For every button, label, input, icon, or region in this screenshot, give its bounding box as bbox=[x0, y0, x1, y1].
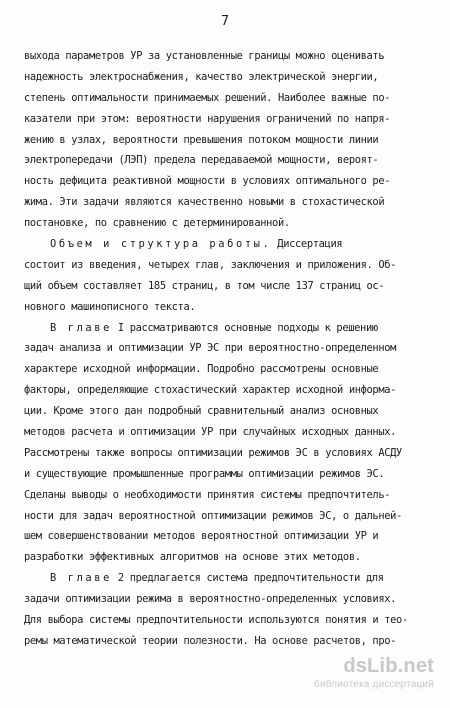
text-run: I рассматриваются основные подходы к решению bbox=[112, 321, 378, 334]
text-run: 2 предлагается система предпочтительности для bbox=[112, 572, 384, 585]
text-line: ности для задач вероятностной оптимизации режимов ЭС, о дальней- bbox=[24, 509, 402, 522]
paragraph-first-line bbox=[24, 234, 436, 255]
text-line: состоит из введения, четырех глав, заключения и приложения. Об- bbox=[24, 258, 397, 271]
text-line: ремы математической теории полезности. На основе расчетов, про- bbox=[24, 634, 397, 647]
chapter-heading: В главе bbox=[50, 572, 112, 585]
text-line: электропередачи (ЛЭП) предела передаваемой мощности, вероят- bbox=[24, 154, 379, 167]
text-line: шем совершенствовании методов вероятностной оптимизации УР и bbox=[24, 530, 379, 543]
text-line: характере исходной информации. Подробно рассмотрены основные bbox=[24, 363, 379, 376]
text-line: Сделаны выводы о необходимости принятия системы предпочтитель- bbox=[24, 488, 391, 501]
text-line: Рассмотрены также вопросы оптимизации режимов ЭС в условиях АСДУ bbox=[24, 446, 402, 459]
text-line: новного машинописного текста. bbox=[24, 300, 196, 313]
text-line: методов расчета и оптимизации УР при случайных исходных данных. bbox=[24, 426, 397, 439]
text-line: надежность электроснабжения, качество электрической энергии, bbox=[24, 70, 379, 83]
text-line: щий объем составляет 185 страниц, в том числе 137 страниц ос- bbox=[24, 279, 385, 292]
section-heading: Объем и структура работы. bbox=[50, 238, 272, 251]
text-line: и существующие промышленные программы оптимизации режимов ЭС. bbox=[24, 467, 385, 480]
watermark-subtitle: библиотека диссертаций bbox=[314, 679, 434, 690]
text-line: жению в узлах, вероятности превышения потоком мощности линии bbox=[24, 133, 379, 146]
text-line: разработки эффективных алгоритмов на основе этих методов. bbox=[24, 551, 361, 564]
text-line: Для выбора системы предпочтительности используются понятия и тео- bbox=[24, 614, 408, 627]
text-line: ность дефицита реактивной мощности в условиях оптимального ре- bbox=[24, 175, 391, 188]
text-line: ции. Кроме этого дан подробный сравнительный анализ основных bbox=[24, 405, 379, 418]
text-line: задачи оптимизации режима в вероятностно-определенных условиях. bbox=[24, 593, 397, 606]
paragraph-first-line bbox=[24, 568, 436, 589]
body-text bbox=[24, 46, 436, 652]
text-line: факторы, определяющие стохастический характер исходной информа- bbox=[24, 384, 397, 397]
text-line: степень оптимальности принимаемых решений. Наиболее важные по- bbox=[24, 91, 391, 104]
page-number: 7 bbox=[221, 14, 229, 29]
text-run: Диссертация bbox=[271, 238, 343, 251]
text-line: казатели при этом: вероятности нарушения ограничений по напря- bbox=[24, 112, 391, 125]
text-line: выхода параметров УР за установленные границы можно оценивать bbox=[24, 50, 385, 62]
text-line: жима. Эти задачи являются качественно новыми в стохастической bbox=[24, 196, 385, 209]
watermark-logo: dsLib.net bbox=[343, 655, 434, 677]
text-line: постановке, по сравнению с детерминированной. bbox=[24, 217, 290, 230]
chapter-heading: В главе bbox=[50, 321, 112, 334]
paragraph-first-line bbox=[24, 318, 436, 339]
text-line: задач анализа и оптимизации УР ЭС при вероятностно-определенном bbox=[24, 342, 397, 355]
watermark bbox=[294, 654, 434, 700]
